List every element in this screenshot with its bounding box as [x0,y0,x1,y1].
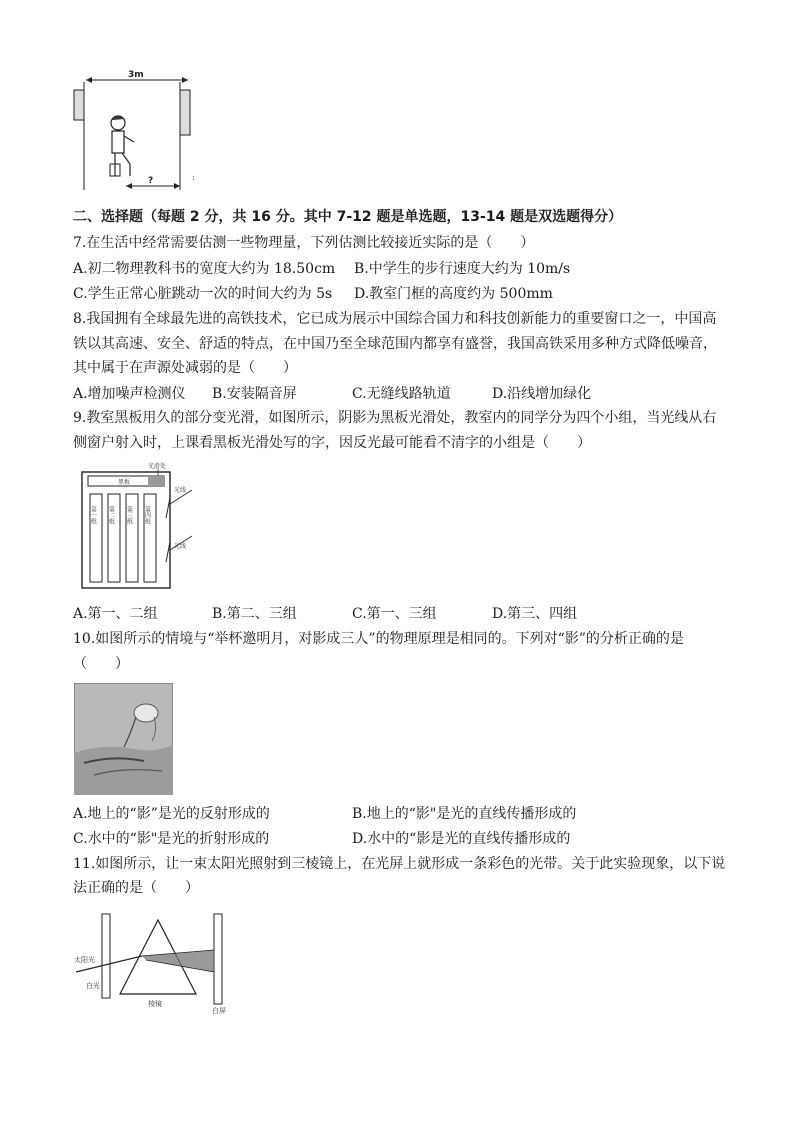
q8-option-b[interactable]: B.安装隔音屏 [212,386,297,402]
label-light-1: 光线 [174,487,187,494]
label-light-2: 光线 [174,543,187,550]
q7-option-d[interactable]: D.教室门框的高度约为 500mm [354,286,553,302]
q7-option-b[interactable]: B.中学生的步行速度大约为 10m/s [354,261,571,277]
label-board: 黑板 [118,479,131,486]
group-4: 第四组 [143,506,151,524]
q8-option-c[interactable]: C.无缝线路轨道 [352,386,451,402]
group-3: 第三组 [125,506,133,524]
q9-option-a[interactable]: A.第一、二组 [73,606,158,622]
q9-option-d[interactable]: D.第三、四组 [492,606,578,622]
q9-stem-line-2: 侧窗户射入时，上课看黑板光滑处写的字，因反光最可能看不清字的小组是（ ） [73,435,591,451]
q9-option-b[interactable]: B.第二、三组 [212,606,297,622]
q10-option-c[interactable]: C.水中的“影"是光的折射形成的 [73,831,270,847]
prism-figure [74,910,244,1015]
group-1: 第一组 [89,506,97,524]
label-sunlight: 太阳光 [74,956,95,964]
section-heading: 二、选择题（每题 2 分，共 16 分。其中 7-12 题是单选题，13-14 题是双选题得分） [73,209,623,225]
figure1-label-q: ? [148,176,154,186]
classroom-figure [74,460,199,592]
q8-stem-line-2: 铁以其高速、安全、舒适的特点，在中国乃至全球范围内都享有盛誉，我国高铁采用多种方式降低噪音， [73,336,717,352]
q10-option-b[interactable]: B.地上的“影"是光的直线传播形成的 [352,806,577,822]
label-smooth: 光滑处 [148,463,167,470]
q8-stem-line-3: 其中属于在声源处减弱的是（ ） [73,360,297,376]
reflection-photo [74,683,173,795]
q7-stem: 7.在生活中经常需要估测一些物理量，下列估测比较接近实际的是（ ） [73,235,535,251]
q7-option-a[interactable]: A.初二物理教科书的宽度大约为 18.50cm [73,261,336,277]
q10-option-a[interactable]: A.地上的“影”是光的反射形成的 [73,806,270,822]
q11-stem-line-1: 11.如图所示，让一束太阳光照射到三棱镜上，在光屏上就形成一条彩色的光带。关于此实验现象，以下说 [73,856,726,872]
q10-stem-line-2: （ ） [73,656,129,672]
q8-stem-line-1: 8.我国拥有全球最先进的高铁技术，它已成为展示中国综合国力和科技创新能力的重要窗口之一，中国高 [73,311,717,327]
label-white-light: 白光 [86,982,100,990]
q9-option-c[interactable]: C.第一、三组 [352,606,437,622]
q8-option-d[interactable]: D.沿线增加绿化 [492,386,592,402]
q10-option-d[interactable]: D.水中的“影是光的直线传播形成的 [352,831,571,847]
label-screen: 白屏 [212,1007,226,1015]
q8-option-a[interactable]: A.增加噪声检测仪 [73,386,186,402]
label-prism: 棱镜 [148,1000,162,1008]
figure1-label-3m: 3m [128,70,144,80]
q9-stem-line-1: 9.教室黑板用久的部分变光滑，如图所示，阴影为黑板光滑处，教室内的同学分为四个小组，当光线从右 [73,410,717,426]
q11-stem-line-2: 法正确的是（ ） [73,880,199,896]
group-2: 第二组 [107,506,115,524]
mirror-figure [70,68,205,198]
q7-option-c[interactable]: C.学生正常心脏跳动一次的时间大约为 5s [73,286,333,302]
svg-text::: : [192,173,195,182]
q10-stem-line-1: 10.如图所示的情境与“举杯邀明月，对影成三人”的物理原理是相同的。下列对“影”的分析正确的是 [73,631,684,647]
